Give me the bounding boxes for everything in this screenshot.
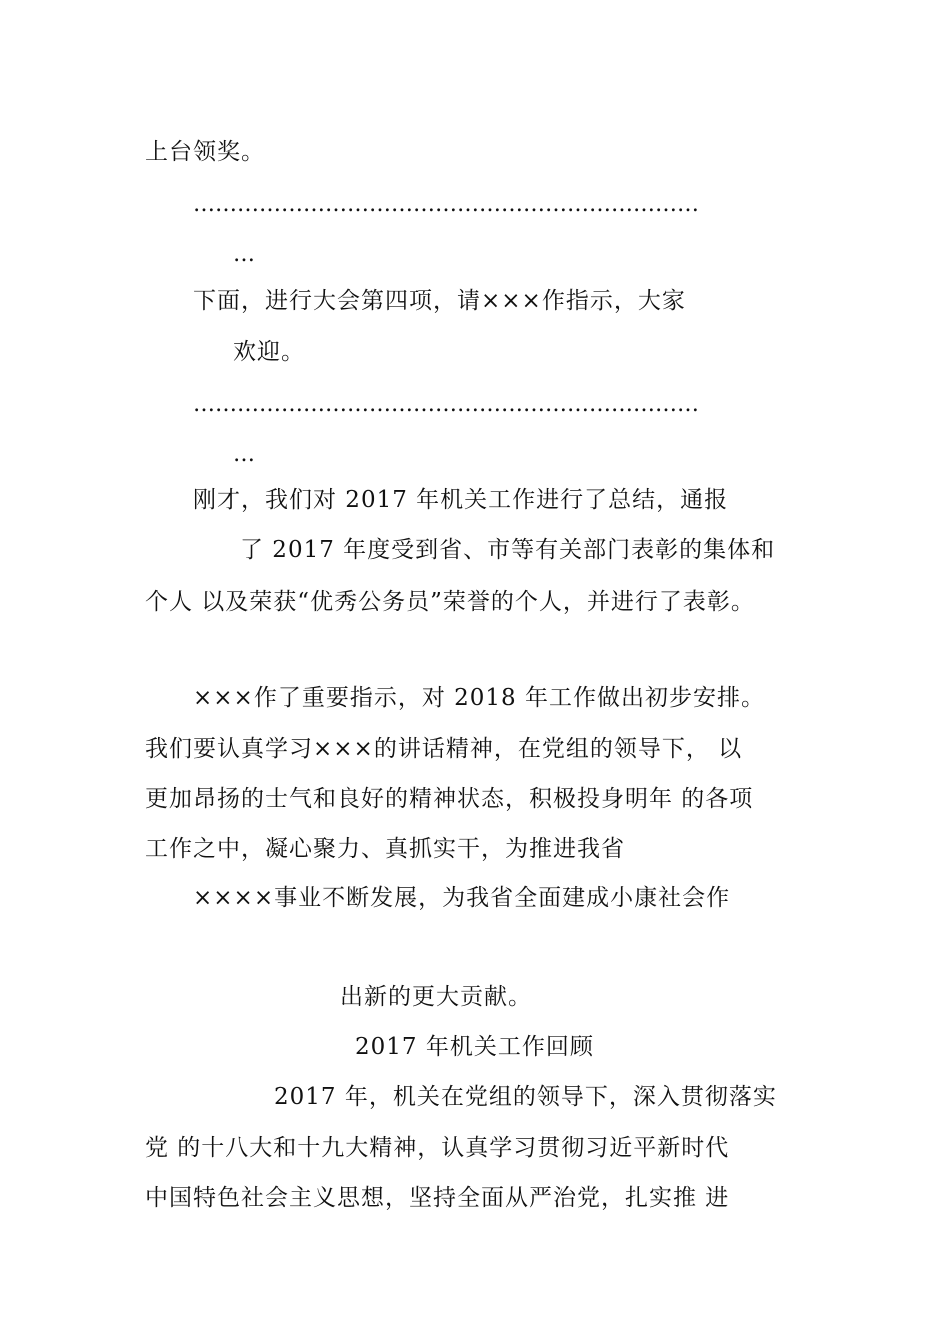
text-line-14: 工作之中，凝心聚力、真抓实干，为推进我省 (145, 836, 625, 862)
text-line-9: 了 2017 年度受到省、市等有关部门表彰的集体和 (240, 537, 776, 563)
text-line-16: 出新的更大贡献。 (340, 984, 532, 1010)
section-heading: 2017 年机关工作回顾 (355, 1034, 594, 1060)
text-line-18: 2017 年，机关在党组的领导下，深入贯彻落实 (274, 1084, 777, 1110)
ellipsis-line-1: …………………………………………………………… (193, 192, 699, 217)
text-line-10: 个人 以及荣获“优秀公务员”荣誉的个人，并进行了表彰。 (145, 589, 755, 615)
text-line-4: 下面，进行大会第四项，请×××作指示，大家 (193, 288, 686, 314)
text-line-5: 欢迎。 (233, 339, 305, 365)
ellipsis-line-4: … (233, 442, 255, 467)
text-line-8: 刚才，我们对 2017 年机关工作进行了总结，通报 (193, 487, 729, 513)
text-line-1: 上台领奖。 (145, 139, 265, 165)
text-line-11: ×××作了重要指示，对 2018 年工作做出初步安排。 (193, 685, 765, 711)
text-line-12: 我们要认真学习×××的讲话精神，在党组的领导下， 以 (145, 736, 743, 762)
text-line-20: 中国特色社会主义思想，坚持全面从严治党，扎实推 进 (145, 1185, 730, 1211)
ellipsis-line-3: …………………………………………………………… (193, 392, 699, 417)
text-line-15: ××××事业不断发展，为我省全面建成小康社会作 (193, 885, 731, 911)
text-line-19: 党 的十八大和十九大精神，认真学习贯彻习近平新时代 (145, 1135, 730, 1161)
ellipsis-line-2: … (233, 242, 255, 267)
text-line-13: 更加昂扬的士气和良好的精神状态，积极投身明年 的各项 (145, 786, 754, 812)
